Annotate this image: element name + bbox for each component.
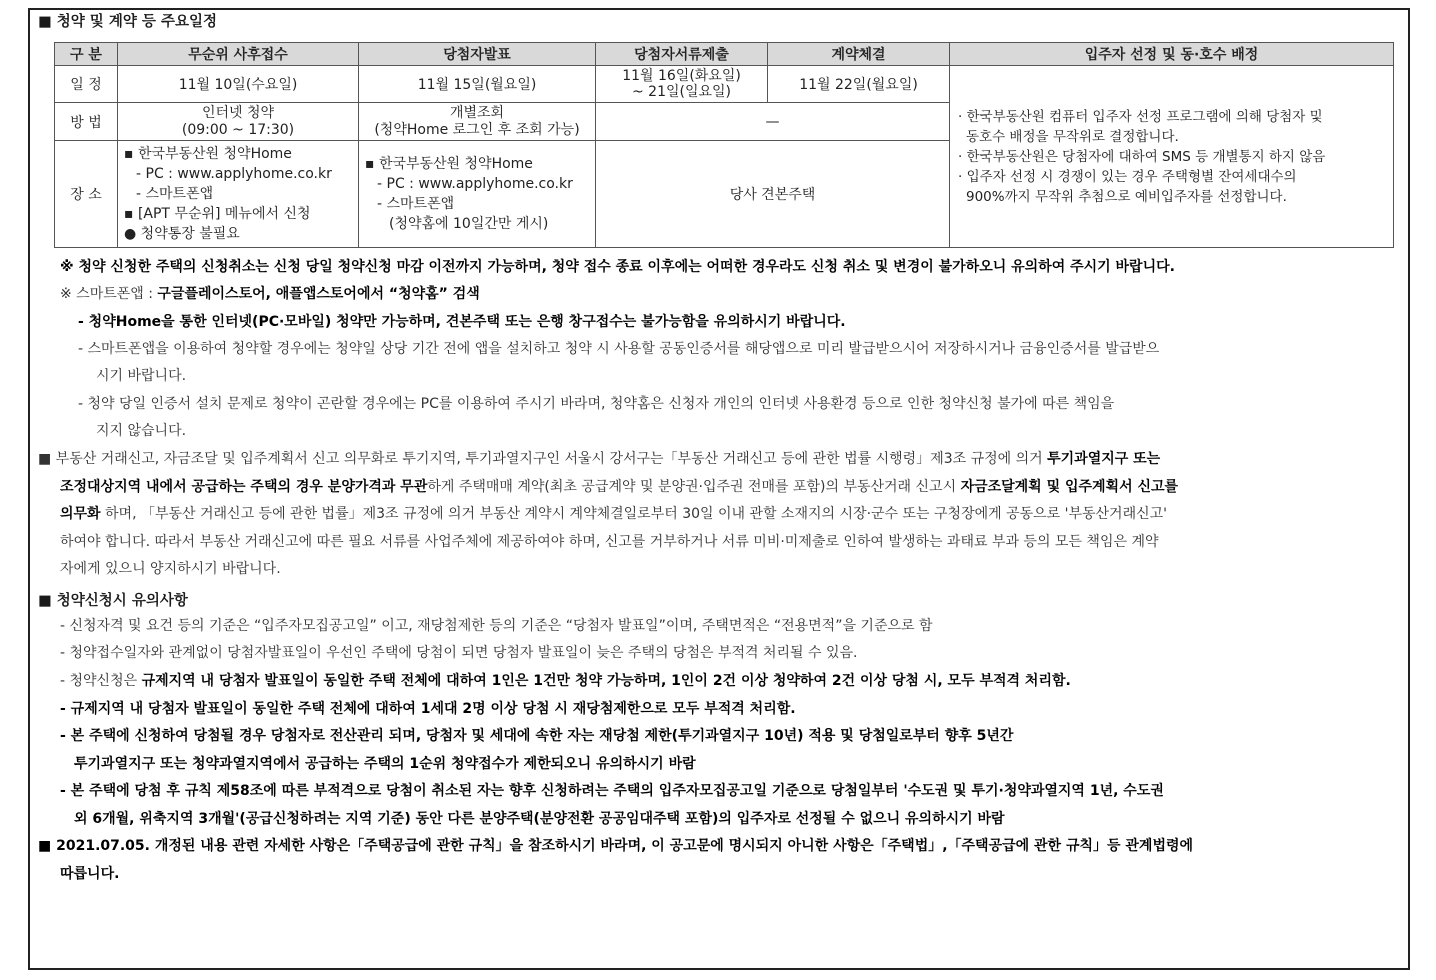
place-application-line: ▪ [APT 무순위] 메뉴에서 신청 <box>124 206 311 222</box>
header-application: 무순위 사후접수 <box>118 43 359 66</box>
real-estate-line1 <box>38 446 1160 473</box>
method-documents-contract: — <box>596 103 950 141</box>
final-notice-line2: 따릅니다. <box>60 866 120 882</box>
method-application <box>118 103 359 141</box>
date-contract: 11월 22일(월요일) <box>768 66 950 103</box>
place-announcement-line: (청약홈에 10일간만 게시) <box>389 216 549 232</box>
real-estate-line2-bold: 조정대상지역 내에서 공급하는 주택의 경우 분양가격과 무관 <box>60 479 428 495</box>
note-certificate-line2: 시기 바랍니다. <box>96 368 187 384</box>
header-announcement: 당첨자발표 <box>359 43 596 66</box>
place-application-line: ● 청약통장 불필요 <box>124 226 240 242</box>
method-announcement-line1: 개별조회 <box>449 104 505 121</box>
place-documents-contract: 당사 견본주택 <box>596 141 950 248</box>
caution-one-application-bold: 규제지역 내 당첨자 발표일이 동일한 주택 전체에 대하여 1인은 1건만 청약 가능하며, 1인이 2건 이상 청약하여 2건 이상 당첨 시, 모두 부적격 처리함. <box>141 673 1071 689</box>
real-estate-line3-text: 하며, 「부동산 거래신고 등에 관한 법률」제3조 규정에 의거 부동산 계약시 계약체결일로부터 30일 이내 관할 소재지의 시장·군수 또는 구청장에게 공동으로 '부동산거래신고' <box>100 506 1168 522</box>
real-estate-line3 <box>60 501 1167 528</box>
caution-announcement-priority: - 청약접수일자와 관계없이 당첨자발표일이 우선인 주택에 당첨이 되면 당첨자 발표일이 늦은 주택의 당첨은 부적격 처리될 수 있음. <box>60 645 858 661</box>
note-smartphone-app-store: 구글플레이스토어, 애플앱스토어에서 “청약홈” 검색 <box>157 286 480 302</box>
row-label-method: 방 법 <box>55 103 118 141</box>
real-estate-line4: 하여야 합니다. 따라서 부동산 거래신고에 따른 필요 서류를 사업주체에 제공하여야 하며, 신고를 거부하거나 서류 미비·미제출로 인하여 발생하는 과태료 부과 등의 모든 책임은 계약 <box>60 534 1159 550</box>
place-announcement-line: - 스마트폰앱 <box>377 196 455 212</box>
place-announcement-line: ▪ 한국부동산원 청약Home <box>365 156 533 172</box>
caution-household-limit: - 규제지역 내 당첨자 발표일이 동일한 주택 전체에 대하여 1세대 2명 이상 당첨 시 재당첨제한으로 모두 부적격 처리함. <box>60 701 796 717</box>
caution-one-application-text: - 청약신청은 <box>60 673 142 689</box>
method-application-line1: 인터넷 청약 <box>201 104 275 121</box>
date-documents-end: ~ 21일(일요일) <box>631 84 731 100</box>
selection-note-line: · 한국부동산원은 당첨자에 대하여 SMS 등 개별통지 하지 않음 <box>958 148 1326 165</box>
note-certificate-line1: - 스마트폰앱을 이용하여 청약할 경우에는 청약일 상당 기간 전에 앱을 설치하고 청약 시 사용할 공동인증서를 해당앱으로 미리 발급받으시어 저장하시거나 금융인증서를 발급받으 <box>78 341 1160 357</box>
real-estate-line1-text: ■ 부동산 거래신고, 자금조달 및 입주계획서 신고 의무화로 투기지역, 투기과열지구인 서울시 강서구는「부동산 거래신고 등에 관한 법률 시행령」제3조 규정에 의거 <box>38 451 1048 467</box>
schedule-header-row <box>55 43 1394 66</box>
place-announcement <box>359 141 596 248</box>
caution-criteria: - 신청자격 및 요건 등의 기준은 “입주자모집공고일” 이고, 재당첨제한 등의 기준은 “당첨자 발표일”이며, 주택면적은 “전용면적”을 기준으로 함 <box>60 618 933 634</box>
header-category: 구 분 <box>55 43 118 66</box>
note-cancel-deadline: ※ 청약 신청한 주택의 신청취소는 신청 당일 청약신청 마감 이전까지 가능하며, 청약 접수 종료 이후에는 어떠한 경우라도 신청 취소 및 변경이 불가하오니 유의하여 주시기 바랍니다. <box>60 259 1175 275</box>
header-contract: 계약체결 <box>768 43 950 66</box>
method-announcement-line2: (청약Home 로그인 후 조회 가능) <box>374 121 580 138</box>
section-title-cautions: ■ 청약신청시 유의사항 <box>38 593 188 609</box>
note-internet-only: - 청약Home을 통한 인터넷(PC·모바일) 청약만 가능하며, 견본주택 또는 은행 창구접수는 불가능함을 유의하시기 바랍니다. <box>78 314 846 330</box>
date-announcement: 11월 15일(월요일) <box>359 66 596 103</box>
row-label-place: 장 소 <box>55 141 118 248</box>
note-smartphone-app-label: ※ 스마트폰앱 : <box>60 286 158 302</box>
final-notice-line1: ■ 2021.07.05. 개정된 내용 관련 자세한 사항은「주택공급에 관한 규칙」을 참조하시기 바라며, 이 공고문에 명시되지 아니한 사항은「주택법」,「주택공급에 관한 규칙」등 관계법령에 <box>38 838 1194 854</box>
place-application-line: ▪ 한국부동산원 청약Home <box>124 146 292 162</box>
method-announcement <box>359 103 596 141</box>
header-documents: 당첨자서류제출 <box>596 43 768 66</box>
schedule-date-row <box>55 66 1394 103</box>
schedule-table <box>54 42 1394 248</box>
real-estate-line3-bold: 의무화 <box>60 506 101 522</box>
place-application-line: - 스마트폰앱 <box>136 186 214 202</box>
method-application-line2: (09:00 ~ 17:30) <box>181 121 295 138</box>
row-label-date: 일 정 <box>55 66 118 103</box>
note-pc-line2: 지지 않습니다. <box>96 423 187 439</box>
real-estate-line1-bold: 투기과열지구 또는 <box>1047 451 1161 467</box>
selection-note <box>950 66 1394 248</box>
real-estate-line2-bold2: 자금조달계획 및 입주계획서 신고를 <box>960 479 1179 495</box>
date-documents <box>596 66 768 103</box>
caution-rewin-line1: - 본 주택에 신청하여 당첨될 경우 당첨자로 전산관리 되며, 당첨자 및 세대에 속한 자는 재당첨 제한(투기과열지구 10년) 적용 및 당첨일로부터 향후 5년간 <box>60 728 1014 744</box>
date-application: 11월 10일(수요일) <box>118 66 359 103</box>
place-announcement-line: - PC : www.applyhome.co.kr <box>377 176 573 192</box>
real-estate-line2 <box>60 474 1178 501</box>
real-estate-line5: 자에게 있으니 양지하시기 바랍니다. <box>60 561 281 577</box>
selection-note-line: · 입주자 선정 시 경쟁이 있는 경우 주택형별 잔여세대수의 <box>958 168 1297 185</box>
selection-note-line: 동호수 배정을 무작위로 결정합니다. <box>966 128 1179 145</box>
date-documents-start: 11월 16일(화요일) <box>622 68 741 84</box>
note-pc-line1: - 청약 당일 인증서 설치 문제로 청약이 곤란할 경우에는 PC를 이용하여 주시기 바라며, 청약홈은 신청자 개인의 인터넷 사용환경 등으로 인한 청약신청 불가에 따른 책임을 <box>78 396 1115 412</box>
real-estate-line2-text: 하게 주택매매 계약(최초 공급계약 및 분양권·입주권 전매를 포함)의 부동산거래 신고시 <box>427 479 961 495</box>
note-smartphone-app <box>60 281 480 308</box>
caution-one-application <box>60 668 1071 695</box>
caution-rewin-line2: 투기과열지구 또는 청약과열지역에서 공급하는 주택의 1순위 청약접수가 제한되오니 유의하시기 바람 <box>74 756 696 772</box>
caution-ineligible-line2: 외 6개월, 위축지역 3개월'(공급신청하려는 지역 기준) 동안 다른 분양주택(분양전환 공공임대주택 포함)의 입주자로 선정될 수 없으니 유의하시기 바람 <box>74 811 1005 827</box>
caution-ineligible-line1: - 본 주택에 당첨 후 규칙 제58조에 따른 부적격으로 당첨이 취소된 자는 향후 신청하려는 주택의 입주자모집공고일 기준으로 당첨일부터 '수도권 및 투기·청약과열지역 1년, 수도권 <box>60 783 1164 799</box>
selection-note-line: · 한국부동산원 컴퓨터 입주자 선정 프로그램에 의해 당첨자 및 <box>958 108 1323 125</box>
place-application-line: - PC : www.applyhome.co.kr <box>136 166 332 182</box>
header-selection: 입주자 선정 및 동·호수 배정 <box>950 43 1394 66</box>
place-application <box>118 141 359 248</box>
section-title-schedule: ■ 청약 및 계약 등 주요일정 <box>38 14 218 30</box>
selection-note-line: 900%까지 무작위 추첨으로 예비입주자를 선정합니다. <box>966 188 1287 205</box>
